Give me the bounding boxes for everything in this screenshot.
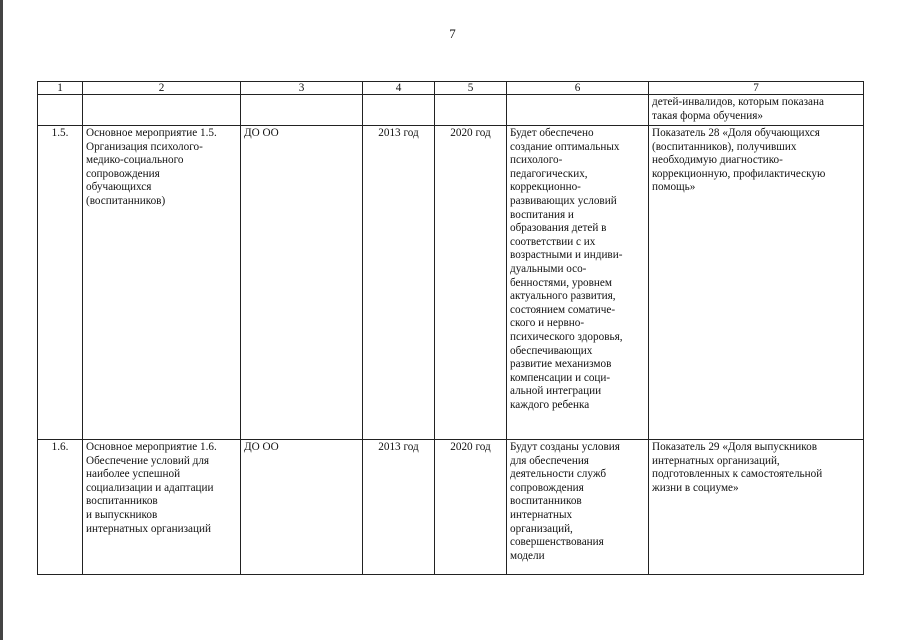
activity-line: воспитанников — [86, 495, 158, 508]
header-cell: 1 — [38, 82, 83, 95]
page-left-edge — [0, 0, 3, 640]
end-year-cell: 2020 год — [435, 126, 507, 440]
indicator-line: Показатель 28 «Доля обучающихся — [652, 127, 820, 139]
result-cell — [507, 440, 649, 575]
header-cell: 5 — [435, 82, 507, 95]
indicator-line: такая форма обучения» — [652, 109, 763, 122]
result-cell — [507, 126, 649, 440]
result-line: альной интеграции — [510, 385, 602, 398]
activity-line: Организация психолого- — [86, 140, 203, 153]
activity-line: Основное мероприятие 1.5. — [86, 127, 217, 139]
indicator-cell — [649, 95, 864, 126]
table-row — [38, 440, 864, 575]
table-row — [38, 126, 864, 440]
indicator-line: подготовленных к самостоятельной — [652, 468, 823, 481]
result-line: образования детей в — [510, 222, 607, 235]
result-line: воспитанников — [510, 495, 582, 508]
result-line: для обеспечения — [510, 454, 589, 467]
header-cell: 7 — [649, 82, 864, 95]
result-line: организаций, — [510, 522, 573, 535]
header-cell: 3 — [241, 82, 363, 95]
indicator-line: помощь» — [652, 181, 696, 194]
result-line: Будет обеспечено — [510, 127, 594, 139]
activity-cell — [83, 440, 241, 575]
result-line: ского и нервно- — [510, 317, 585, 330]
result-line: модели — [510, 549, 545, 562]
activity-line: и выпускников — [86, 508, 158, 521]
result-line: деятельности служб — [510, 468, 607, 481]
indicator-line: (воспитанников), получивших — [652, 140, 797, 153]
result-line: компенсации и соци- — [510, 371, 611, 384]
indicator-line: жизни в социуме» — [652, 481, 739, 494]
result-line: состоянием соматиче- — [510, 303, 616, 316]
indicator-line: Показатель 29 «Доля выпускников — [652, 441, 818, 453]
result-line: развитие механизмов — [510, 358, 612, 371]
result-line: дуальными осо- — [510, 262, 587, 275]
result-line: воспитания и — [510, 208, 574, 221]
result-line: совершенствования — [510, 536, 604, 549]
continuation-row — [38, 95, 864, 126]
result-line: бенностями, уровнем — [510, 276, 612, 289]
result-line: психолого- — [510, 154, 563, 167]
activity-line: интернатных организаций — [86, 522, 211, 535]
result-line: интернатных — [510, 508, 573, 521]
activity-cell — [83, 126, 241, 440]
indicator-line: интернатных организаций, — [652, 454, 780, 467]
result-line: возрастными и индиви- — [510, 249, 623, 262]
header-row — [38, 82, 864, 95]
result-line: соответствии с их — [510, 235, 596, 248]
result-line: создание оптимальных — [510, 140, 620, 153]
result-line: психического здоровья, — [510, 330, 623, 343]
end-year-cell: 2020 год — [435, 440, 507, 575]
result-line: сопровождения — [510, 481, 584, 494]
activity-line: (воспитанников) — [86, 194, 166, 207]
header-cell: 2 — [83, 82, 241, 95]
result-line: педагогических, — [510, 167, 588, 180]
result-line: Будут созданы условия — [510, 441, 620, 453]
activity-line: Обеспечение условий для — [86, 454, 210, 467]
activity-line: наиболее успешной — [86, 468, 181, 481]
activity-line: Основное мероприятие 1.6. — [86, 441, 217, 453]
header-cell: 4 — [363, 82, 435, 95]
row-number: 1.5. — [38, 126, 83, 440]
result-line: каждого ребенка — [510, 398, 590, 411]
result-line: коррекционно- — [510, 181, 581, 194]
start-year-cell: 2013 год — [363, 440, 435, 575]
indicator-line: детей-инвалидов, которым показана — [652, 96, 824, 108]
header-cell: 6 — [507, 82, 649, 95]
activity-line: сопровождения — [86, 167, 160, 180]
indicator-cell — [649, 126, 864, 440]
program-table — [37, 81, 864, 575]
indicator-line: необходимую диагностико- — [652, 154, 783, 167]
executor-cell: ДО ОО — [241, 440, 363, 575]
start-year-cell: 2013 год — [363, 126, 435, 440]
activity-line: медико-социального — [86, 154, 184, 167]
row-number: 1.6. — [38, 440, 83, 575]
page-number: 7 — [449, 26, 456, 41]
activity-line: обучающихся — [86, 181, 152, 194]
indicator-line: коррекционную, профилактическую — [652, 167, 826, 180]
result-line: актуального развития, — [510, 290, 616, 303]
result-line: развивающих условий — [510, 194, 617, 207]
indicator-cell — [649, 440, 864, 575]
executor-cell: ДО ОО — [241, 126, 363, 440]
activity-line: социализации и адаптации — [86, 481, 214, 494]
result-line: обеспечивающих — [510, 344, 593, 357]
